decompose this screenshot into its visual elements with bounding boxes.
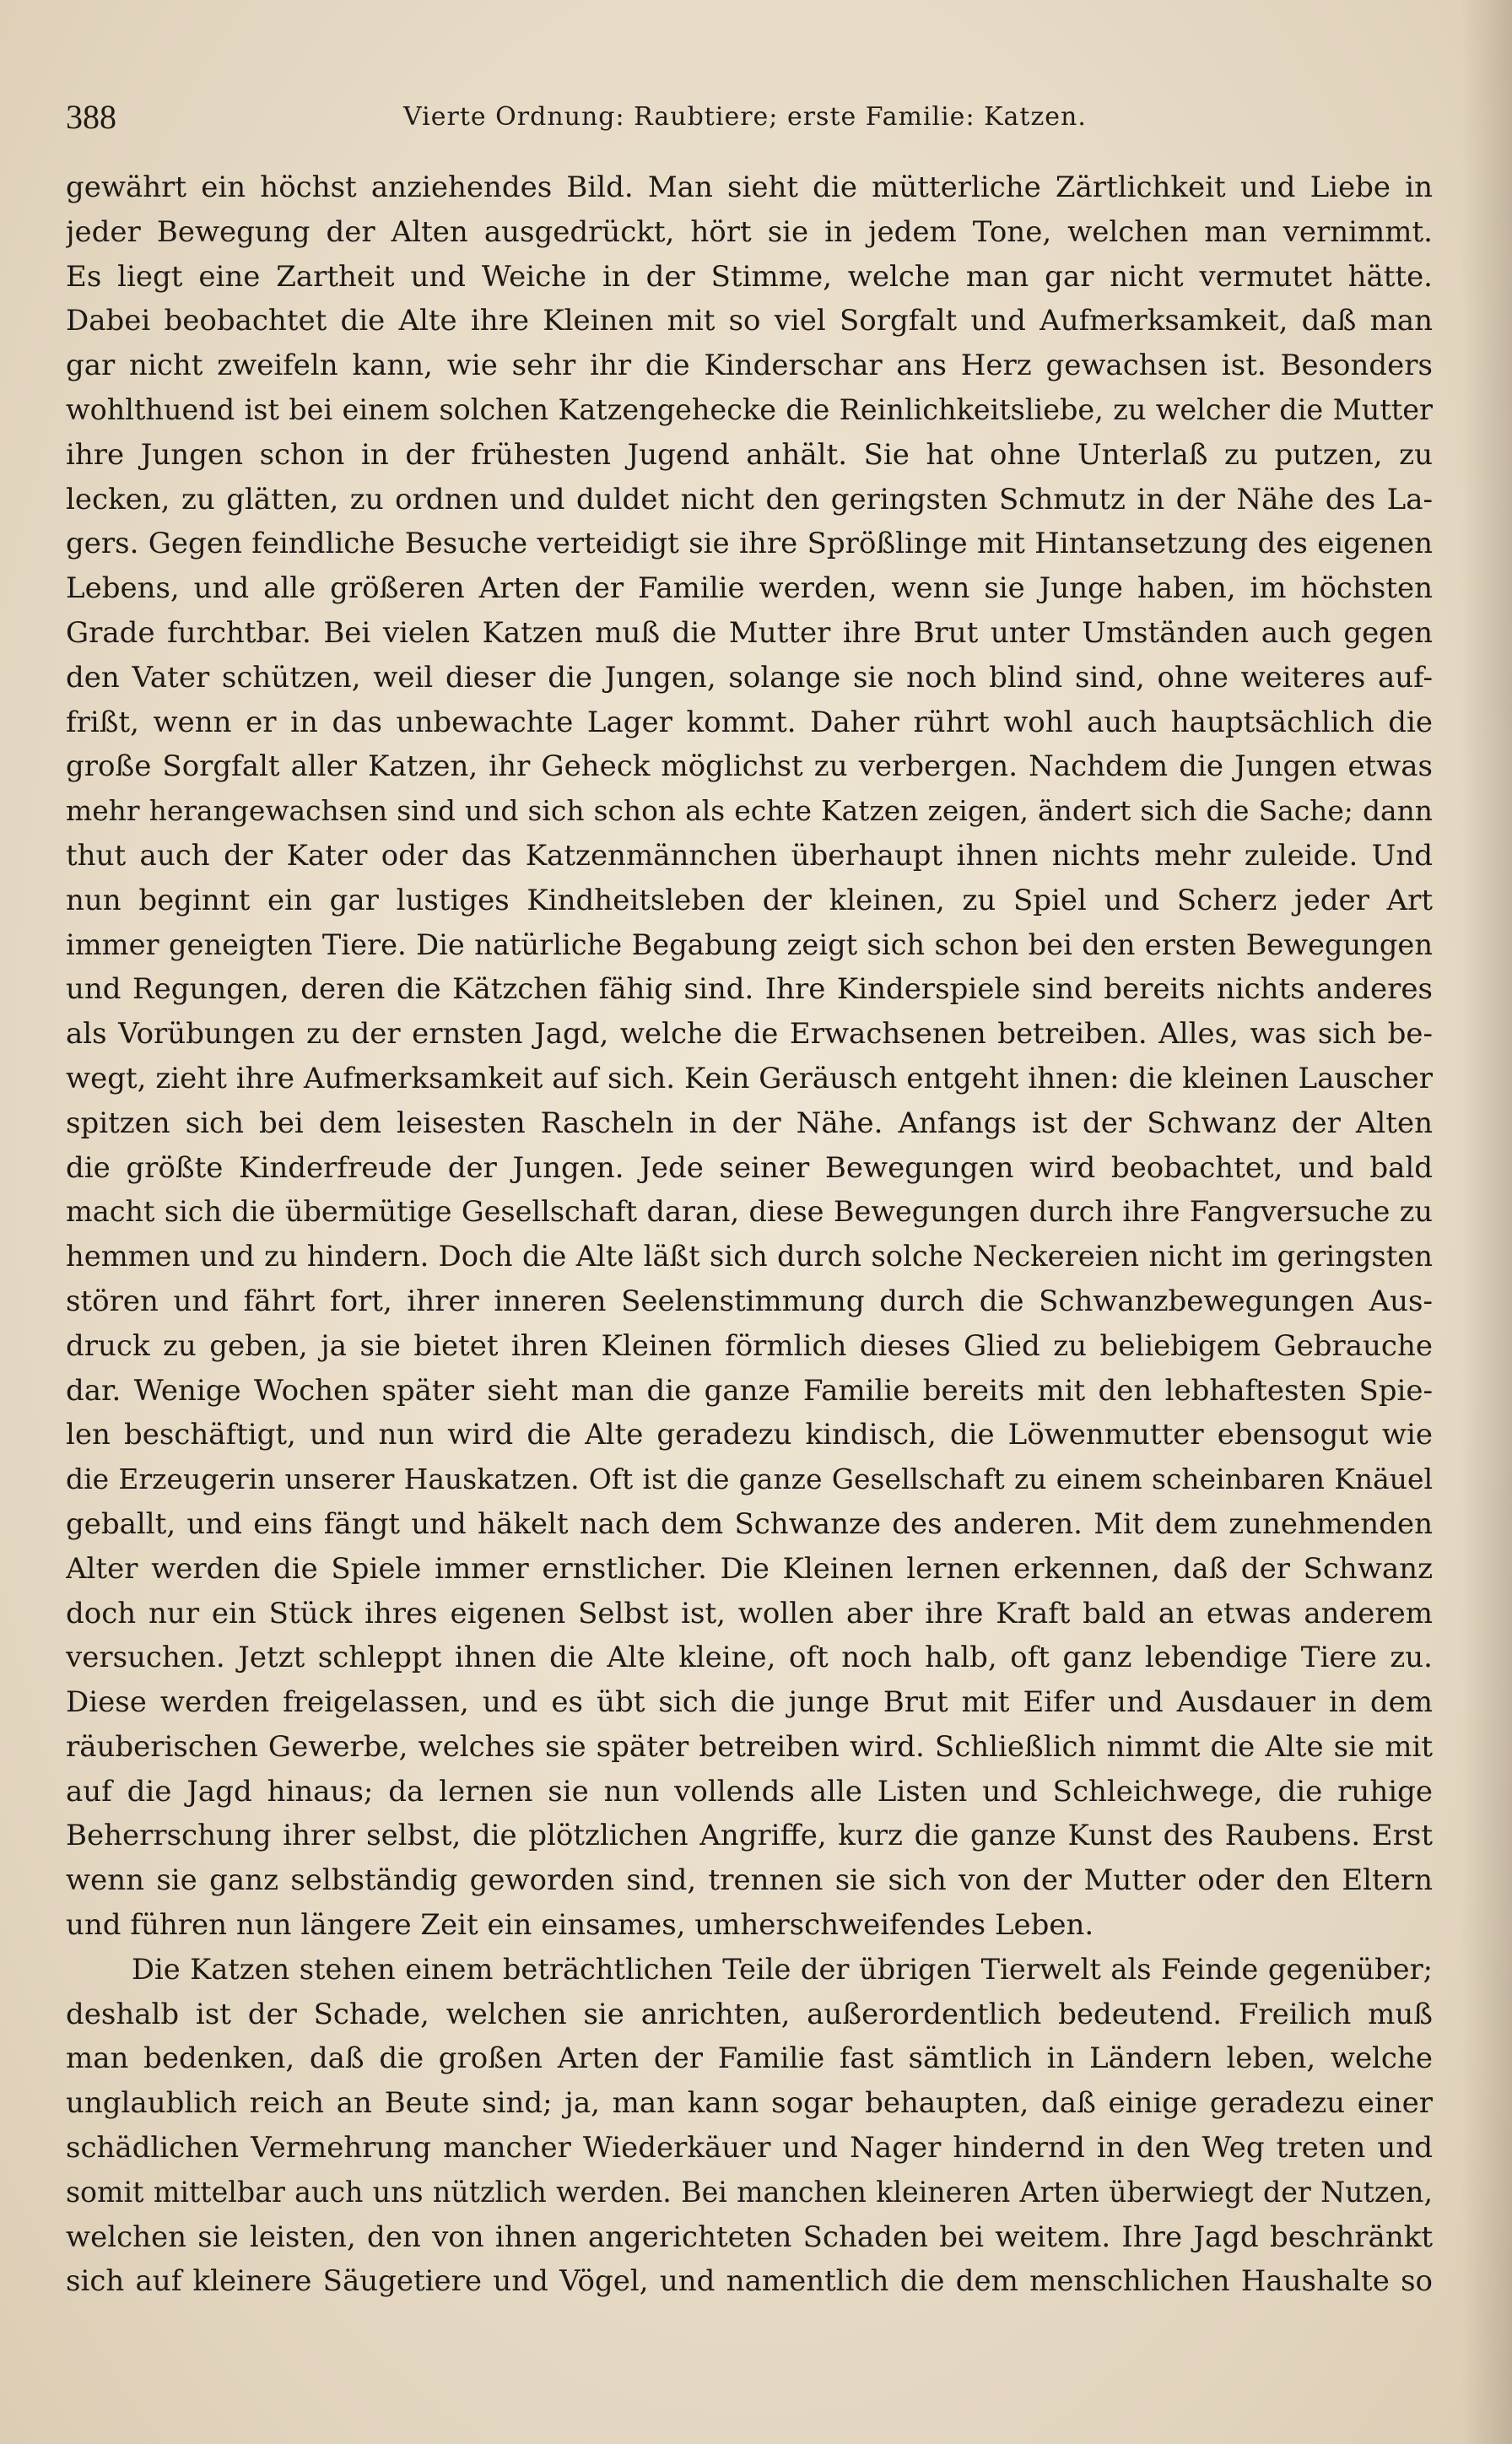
text-line: wohlthuend ist bei einem solchen Katzengehecke die Reinlichkeitsliebe, zu welcher die Mutter — [66, 392, 1433, 426]
text-line: Lebens, und alle größeren Arten der Familie werden, wenn sie Junge haben, im höchsten — [66, 571, 1433, 606]
text-line: doch nur ein Stück ihres eigenen Selbst ist, wollen aber ihre Kraft bald an etwas anderem — [66, 1596, 1433, 1630]
text-line: auf die Jagd hinaus; da lernen sie nun vollends alle Listen und Schleichwege, die ruhige — [66, 1774, 1433, 1809]
text-line: große Sorgfalt aller Katzen, ihr Geheck möglichst zu verbergen. Nachdem die Jungen etwas — [66, 749, 1433, 784]
text-line: wenn sie ganz selbständig geworden sind, trennen sie sich von der Mutter oder den Eltern — [66, 1863, 1433, 1898]
text-line: frißt, wenn er in das unbewachte Lager kommt. Daher rührt wohl auch hauptsächlich die — [66, 705, 1433, 739]
text-line: Diese werden freigelassen, und es übt sich die junge Brut mit Eifer und Ausdauer in dem — [66, 1685, 1433, 1720]
text-line: hemmen und zu hindern. Doch die Alte läßt sich durch solche Neckereien nicht im geringsten — [66, 1240, 1433, 1273]
text-line: die größte Kinderfreude der Jungen. Jede seiner Bewegungen wird beobachtet, und bald — [66, 1150, 1433, 1185]
text-line: Beherrschung ihrer selbst, die plötzlichen Angriffe, kurz die ganze Kunst des Raubens. Erst — [66, 1819, 1433, 1853]
text-line: unglaublich reich an Beute sind; ja, man kann sogar behaupten, daß einige geradezu einer — [66, 2086, 1433, 2121]
text-line: gers. Gegen feindliche Besuche verteidigt sie ihre Sprößlinge mit Hintansetzung des eigenen — [66, 527, 1433, 561]
text-line: immer geneigten Tiere. Die natürliche Begabung zeigt sich schon bei den ersten Bewegungen — [66, 927, 1433, 961]
text-line: gar nicht zweifeln kann, wie sehr ihr die Kinderschar ans Herz gewachsen ist. Besonders — [66, 349, 1433, 383]
text-line: wegt, zieht ihre Aufmerksamkeit auf sich. Kein Geräusch entgeht ihnen: die kleinen Lauscher — [66, 1061, 1433, 1095]
text-line: Dabei beobachtet die Alte ihre Kleinen mit so viel Sorgfalt und Aufmerksamkeit, daß man — [66, 304, 1433, 338]
paragraph-2 — [66, 1948, 1433, 2304]
text-line: spitzen sich bei dem leisesten Rascheln in der Nähe. Anfangs ist der Schwanz der Alten — [66, 1106, 1433, 1140]
text-line: als Vorübungen zu der ernsten Jagd, welche die Erwachsenen betreiben. Alles, was sich be- — [66, 1017, 1433, 1052]
text-line: mehr herangewachsen sind und sich schon als echte Katzen zeigen, ändert sich die Sache; dann — [66, 794, 1433, 828]
paragraph-1 — [66, 165, 1433, 1948]
text-line: somit mittelbar auch uns nützlich werden. Bei manchen kleineren Arten überwiegt der Nutzen, — [66, 2175, 1433, 2209]
page-header — [66, 97, 1433, 148]
text-line: versuchen. Jetzt schleppt ihnen die Alte kleine, oft noch halb, oft ganz lebendige Tiere zu. — [66, 1641, 1433, 1675]
text-line: stören und fährt fort, ihrer inneren Seelenstimmung durch die Schwanzbewegungen Aus- — [66, 1284, 1433, 1318]
text-line: thut auch der Kater oder das Katzenmännchen überhaupt ihnen nichts mehr zuleide. Und — [66, 838, 1433, 873]
text-line: die Erzeugerin unserer Hauskatzen. Oft ist die ganze Gesellschaft zu einem scheinbaren Knäuel — [66, 1463, 1433, 1496]
text-line: Alter werden die Spiele immer ernstlicher. Die Kleinen lernen erkennen, daß der Schwanz — [66, 1551, 1433, 1586]
text-line: man bedenken, daß die großen Arten der Familie fast sämtlich in Ländern leben, welche — [66, 2041, 1433, 2076]
text-line: macht sich die übermütige Gesellschaft daran, diese Bewegungen durch ihre Fangversuche zu — [66, 1195, 1433, 1229]
text-line: lecken, zu glätten, zu ordnen und duldet nicht den geringsten Schmutz in der Nähe des La- — [66, 482, 1433, 516]
text-line: jeder Bewegung der Alten ausgedrückt, hört sie in jedem Tone, welchen man vernimmt. — [66, 214, 1433, 249]
text-line: len beschäftigt, und nun wird die Alte geradezu kindisch, die Löwenmutter ebensogut wie — [66, 1418, 1433, 1452]
body-text — [66, 165, 1433, 2304]
text-line: schädlichen Vermehrung mancher Wiederkäuer und Nager hindernd in den Weg treten und — [66, 2131, 1433, 2166]
running-head: Vierte Ordnung: Raubtiere; erste Familie: Katzen. — [403, 102, 1087, 132]
text-line: welchen sie leisten, den von ihnen angerichteten Schaden bei weitem. Ihre Jagd beschränkt — [66, 2220, 1433, 2254]
text-line: druck zu geben, ja sie bietet ihren Kleinen förmlich dieses Glied zu beliebigem Gebrauche — [66, 1328, 1433, 1363]
text-line: und Regungen, deren die Kätzchen fähig sind. Ihre Kinderspiele sind bereits nichts anderes — [66, 972, 1433, 1007]
text-line: sich auf kleinere Säugetiere und Vögel, und namentlich die dem menschlichen Haushalte so — [66, 2264, 1433, 2299]
text-line: den Vater schützen, weil dieser die Jungen, solange sie noch blind sind, ohne weiteres auf- — [66, 660, 1433, 695]
text-line: dar. Wenige Wochen später sieht man die ganze Familie bereits mit den lebhaftesten Spie- — [66, 1373, 1433, 1408]
text-line: und führen nun längere Zeit ein einsames, umherschweifendes Leben. — [66, 1908, 1094, 1943]
text-line: Die Katzen stehen einem beträchtlichen Teile der übrigen Tierwelt als Feinde gegenüber; — [132, 1952, 1433, 1986]
text-line: geballt, und eins fängt und häkelt nach dem Schwanze des anderen. Mit dem zunehmenden — [66, 1506, 1433, 1541]
page-edge-shadow — [1461, 0, 1512, 2444]
text-line: ihre Jungen schon in der frühesten Jugend anhält. Sie hat ohne Unterlaß zu putzen, zu — [66, 437, 1433, 472]
text-line: nun beginnt ein gar lustiges Kindheitsleben der kleinen, zu Spiel und Scherz jeder Art — [66, 883, 1433, 917]
text-line: Grade furchtbar. Bei vielen Katzen muß die Mutter ihre Brut unter Umständen auch gegen — [66, 615, 1433, 650]
page-number: 388 — [66, 98, 116, 136]
text-line: deshalb ist der Schade, welchen sie anrichten, außerordentlich bedeutend. Freilich muß — [66, 1997, 1433, 2031]
text-line: räuberischen Gewerbe, welches sie später betreiben wird. Schließlich nimmt die Alte sie mit — [66, 1729, 1433, 1764]
text-line: Es liegt eine Zartheit und Weiche in der Stimme, welche man gar nicht vermutet hätte. — [66, 259, 1433, 294]
text-line: gewährt ein höchst anziehendes Bild. Man sieht die mütterliche Zärtlichkeit und Liebe in — [66, 170, 1433, 204]
